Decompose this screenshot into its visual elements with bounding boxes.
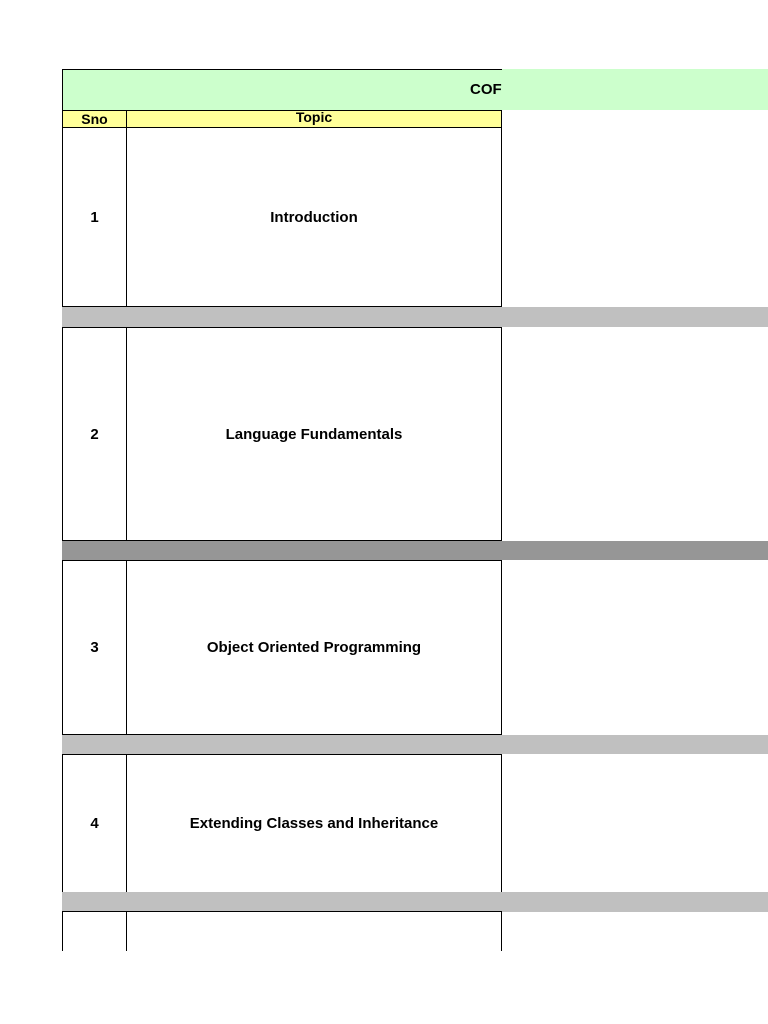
row-5-sno [62, 911, 127, 951]
row-2-sno: 2 [62, 327, 127, 541]
row-3-sno: 3 [62, 560, 127, 735]
row-separator [62, 892, 768, 912]
column-header-sno: Sno [62, 110, 127, 128]
row-separator [62, 541, 768, 560]
row-separator [62, 735, 768, 754]
row-5-topic [126, 911, 502, 951]
row-1-topic: Introduction [126, 127, 502, 307]
sheet-title: COF [470, 81, 502, 98]
row-3-topic: Object Oriented Programming [126, 560, 502, 735]
row-4-sno: 4 [62, 754, 127, 893]
row-1-sno: 1 [62, 127, 127, 307]
row-2-topic: Language Fundamentals [126, 327, 502, 541]
row-4-topic: Extending Classes and Inheritance [126, 754, 502, 893]
column-header-topic: Topic [126, 110, 502, 128]
row-separator [62, 307, 768, 327]
title-band-border [62, 69, 502, 111]
